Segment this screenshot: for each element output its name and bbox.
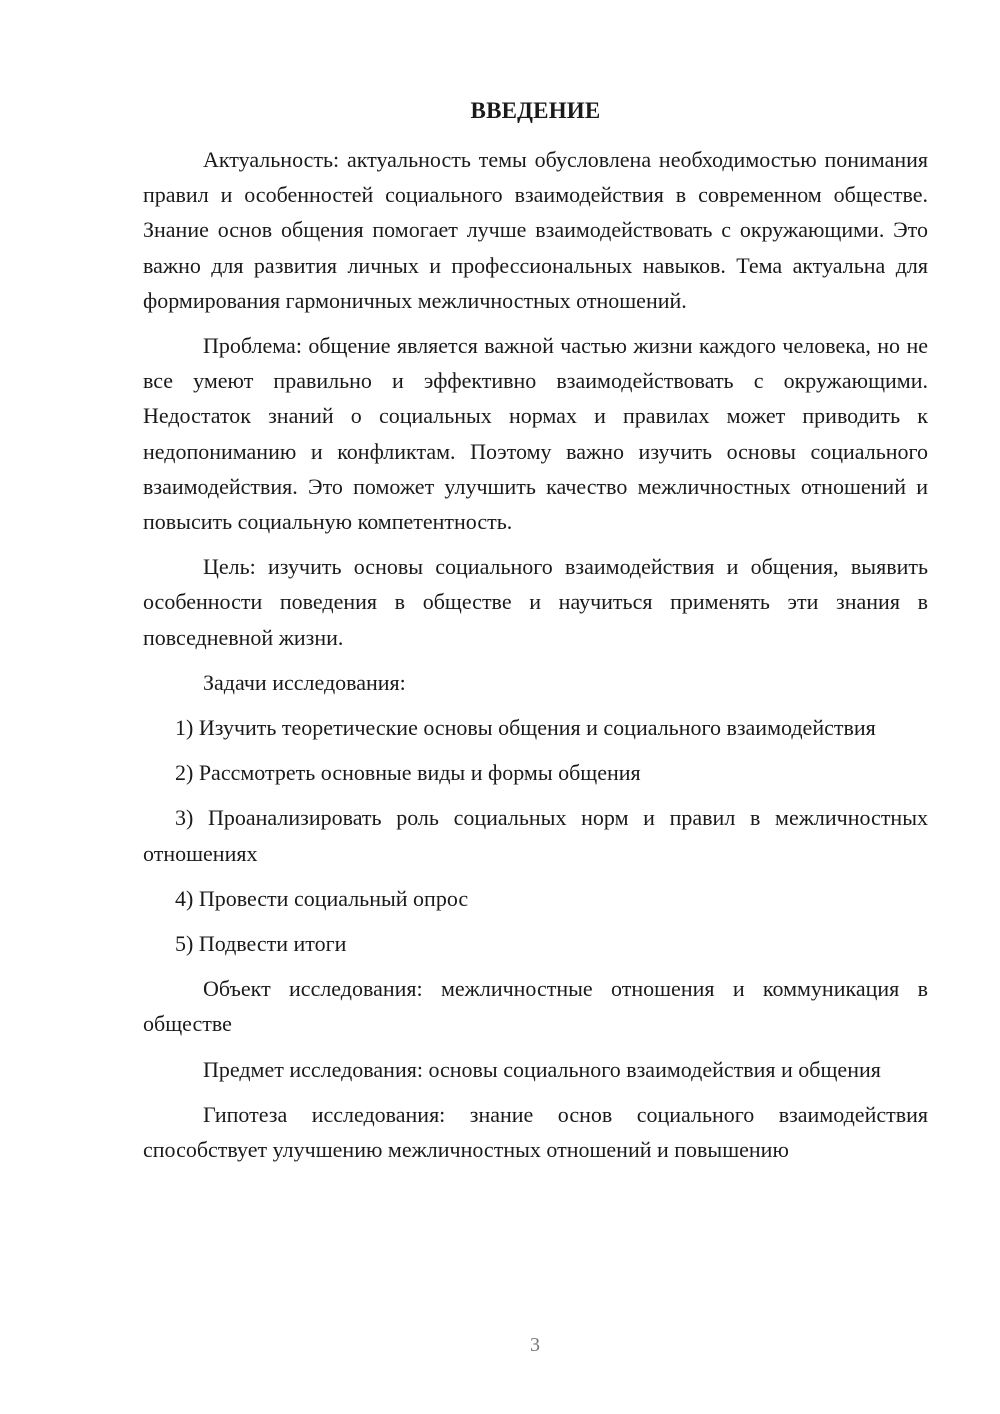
task-item: 2) Рассмотреть основные виды и формы общения: [175, 760, 641, 786]
task-item: 5) Подвести итоги: [175, 931, 347, 957]
object-paragraph: Объект исследования: межличностные отношения и коммуникация в обществе: [143, 976, 928, 1037]
goal-paragraph: Цель: изучить основы социального взаимодействия и общения, выявить особенности поведения в обществе и научиться применять эти знания в повседневной жизни.: [143, 554, 928, 650]
task-item: 4) Провести социальный опрос: [175, 885, 469, 911]
tasks-heading: Задачи исследования:: [203, 669, 406, 695]
document-body: [143, 142, 928, 1177]
relevance-paragraph: Актуальность: актуальность темы обусловлена необходимостью понимания правил и особенностей социального взаимодействия в современном обществе. Знание основ общения помогает лучше взаимодействовать с окружающими. Это важно для развития личных и профессиональных навыков. Тема актуальна для формирования гармоничных межличностных отношений.: [143, 147, 928, 313]
task-item: 1) Изучить теоретические основы общения и социального взаимодействия: [175, 715, 876, 741]
task-item: 3) Проанализировать роль социальных норм и правил в межличностных отношениях: [143, 805, 928, 866]
hypothesis-paragraph: Гипотеза исследования: знание основ социального взаимодействия способствует улучшению межличностных отношений и повышению: [143, 1101, 928, 1163]
subject-paragraph: Предмет исследования: основы социального взаимодействия и общения: [203, 1056, 881, 1082]
page-title: ВВЕДЕНИЕ: [470, 98, 601, 123]
page-number: 3: [530, 1334, 540, 1356]
problem-paragraph: Проблема: общение является важной частью жизни каждого человека, но не все умеют правильно и эффективно взаимодействовать с окружающими. Недостаток знаний о социальных нормах и правилах может приводить к недопониманию и конфликтам. Поэтому важно изучить основы социального взаимодействия. Это поможет улучшить качество межличностных отношений и повысить социальную компетентность.: [143, 333, 928, 535]
